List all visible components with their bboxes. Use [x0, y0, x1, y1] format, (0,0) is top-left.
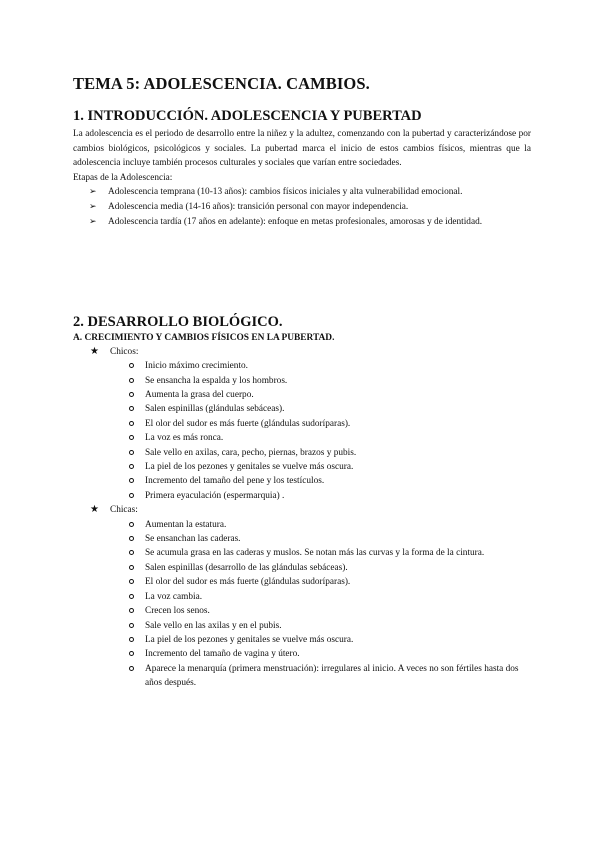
circle-bullet-icon [129, 406, 134, 411]
circle-bullet-icon [129, 536, 134, 541]
list-item-text: El olor del sudor es más fuerte (glándulas sudoríparas). [145, 418, 351, 429]
stages-list [73, 185, 531, 230]
list-item [73, 431, 531, 445]
list-item [73, 518, 531, 532]
star-bullet-icon: ★ [90, 504, 99, 516]
list-item [73, 575, 531, 589]
list-item-text: El olor del sudor es más fuerte (glándulas sudoríparas). [145, 577, 351, 588]
stage-text: Adolescencia temprana (10-13 años): cambios físicos iniciales y alta vulnerabilidad emocional. [108, 186, 463, 197]
circle-bullet-icon [129, 450, 134, 455]
chicas-list [73, 518, 531, 691]
list-item [73, 359, 531, 373]
circle-bullet-icon [129, 594, 134, 599]
list-item-text: Se acumula grasa en las caderas y muslos. Se notan más las curvas y la forma de la cintura. [145, 548, 485, 559]
star-bullet-icon: ★ [90, 345, 99, 357]
chicos-list [73, 359, 531, 503]
list-item [73, 590, 531, 604]
circle-bullet-icon [129, 623, 134, 628]
list-item-text: Crecen los senos. [145, 606, 210, 617]
group-chicas [73, 503, 531, 690]
list-item [73, 446, 531, 460]
list-item [73, 561, 531, 575]
list-item [73, 374, 531, 388]
list-item-text: Aumentan la estatura. [145, 519, 227, 530]
group-label-text: Chicos: [110, 346, 139, 357]
subsection-a-heading: A. CRECIMIENTO Y CAMBIOS FÍSICOS EN LA PUBERTAD. [73, 332, 335, 343]
list-item-text: Sale vello en axilas, cara, pecho, piernas, brazos y pubis. [145, 447, 357, 458]
circle-bullet-icon [129, 363, 134, 368]
group-label-text: Chicas: [110, 505, 138, 516]
list-item-text: La piel de los pezones y genitales se vuelve más oscura. [145, 462, 354, 473]
list-item-text: Incremento del tamaño del pene y los testículos. [145, 476, 325, 487]
circle-bullet-icon [129, 493, 134, 498]
group-label [73, 503, 531, 517]
list-item [73, 619, 531, 633]
circle-bullet-icon [129, 579, 134, 584]
section-1-heading: 1. INTRODUCCIÓN. ADOLESCENCIA Y PUBERTAD [73, 108, 422, 124]
circle-bullet-icon [129, 392, 134, 397]
list-item [73, 402, 531, 416]
list-item-text: La piel de los pezones y genitales se vuelve más oscura. [145, 634, 354, 645]
section-biological-development [73, 314, 531, 691]
section-2-heading: 2. DESARROLLO BIOLÓGICO. [73, 313, 283, 330]
list-item-text: Primera eyaculación (espermarquia) . [145, 490, 285, 501]
stage-text: Adolescencia tardía (17 años en adelante): enfoque en metas profesionales, amorosas y de identidad. [108, 216, 483, 227]
list-item-text: Aparece la menarquía (primera menstruación): irregulares al inicio. A veces no son fértiles hasta dos años después. [145, 663, 519, 689]
document-page [73, 74, 531, 691]
circle-bullet-icon [129, 378, 134, 383]
list-item [73, 546, 531, 560]
page-title: TEMA 5: ADOLESCENCIA. CAMBIOS. [73, 74, 370, 93]
circle-bullet-icon [129, 565, 134, 570]
circle-bullet-icon [129, 464, 134, 469]
list-item [73, 388, 531, 402]
circle-bullet-icon [129, 666, 134, 671]
list-item [73, 417, 531, 431]
list-item-text: Incremento del tamaño de vagina y útero. [145, 649, 300, 660]
arrow-bullet-icon: ➢ [89, 201, 97, 212]
list-item [73, 647, 531, 661]
circle-bullet-icon [129, 637, 134, 642]
list-item-text: Se ensancha la espalda y los hombros. [145, 375, 288, 386]
list-item [73, 662, 531, 691]
arrow-bullet-icon: ➢ [89, 186, 97, 197]
list-item-text: Se ensanchan las caderas. [145, 534, 241, 545]
stage-text: Adolescencia media (14-16 años): transición personal con mayor independencia. [108, 201, 409, 212]
list-item [73, 633, 531, 647]
list-item-text: Inicio máximo crecimiento. [145, 361, 249, 372]
circle-bullet-icon [129, 608, 134, 613]
stage-item [89, 185, 531, 200]
circle-bullet-icon [129, 550, 134, 555]
list-item [73, 474, 531, 488]
list-item-text: La voz cambia. [145, 591, 203, 602]
circle-bullet-icon [129, 435, 134, 440]
circle-bullet-icon [129, 478, 134, 483]
arrow-bullet-icon: ➢ [89, 216, 97, 227]
circle-bullet-icon [129, 421, 134, 426]
circle-bullet-icon [129, 651, 134, 656]
group-chicos [73, 345, 531, 503]
circle-bullet-icon [129, 522, 134, 527]
list-item-text: Salen espinillas (desarrollo de las glándulas sebáceas). [145, 562, 348, 573]
list-item [73, 460, 531, 474]
stage-item [89, 215, 531, 230]
list-item-text: Salen espinillas (glándulas sebáceas). [145, 404, 285, 415]
list-item [73, 532, 531, 546]
stage-item [89, 200, 531, 215]
list-item [73, 604, 531, 618]
list-item-text: Aumenta la grasa del cuerpo. [145, 390, 254, 400]
list-item-text: La voz es más ronca. [145, 433, 224, 444]
list-item-text: Sale vello en las axilas y en el pubis. [145, 620, 282, 631]
list-item [73, 489, 531, 503]
section-introduction [73, 108, 531, 230]
intro-paragraph: La adolescencia es el periodo de desarrollo entre la niñez y la adultez, comenzando con la pubertad y caracterizándose por cambios biológicos, psicológicos y sociales. La pubertad marca el inicio de estos cambios físicos, mientras que la adolescencia incluye también procesos culturales y sociales que varían entre sociedades. [73, 129, 531, 169]
group-label [73, 345, 531, 359]
stages-label: Etapas de la Adolescencia: [73, 172, 173, 183]
